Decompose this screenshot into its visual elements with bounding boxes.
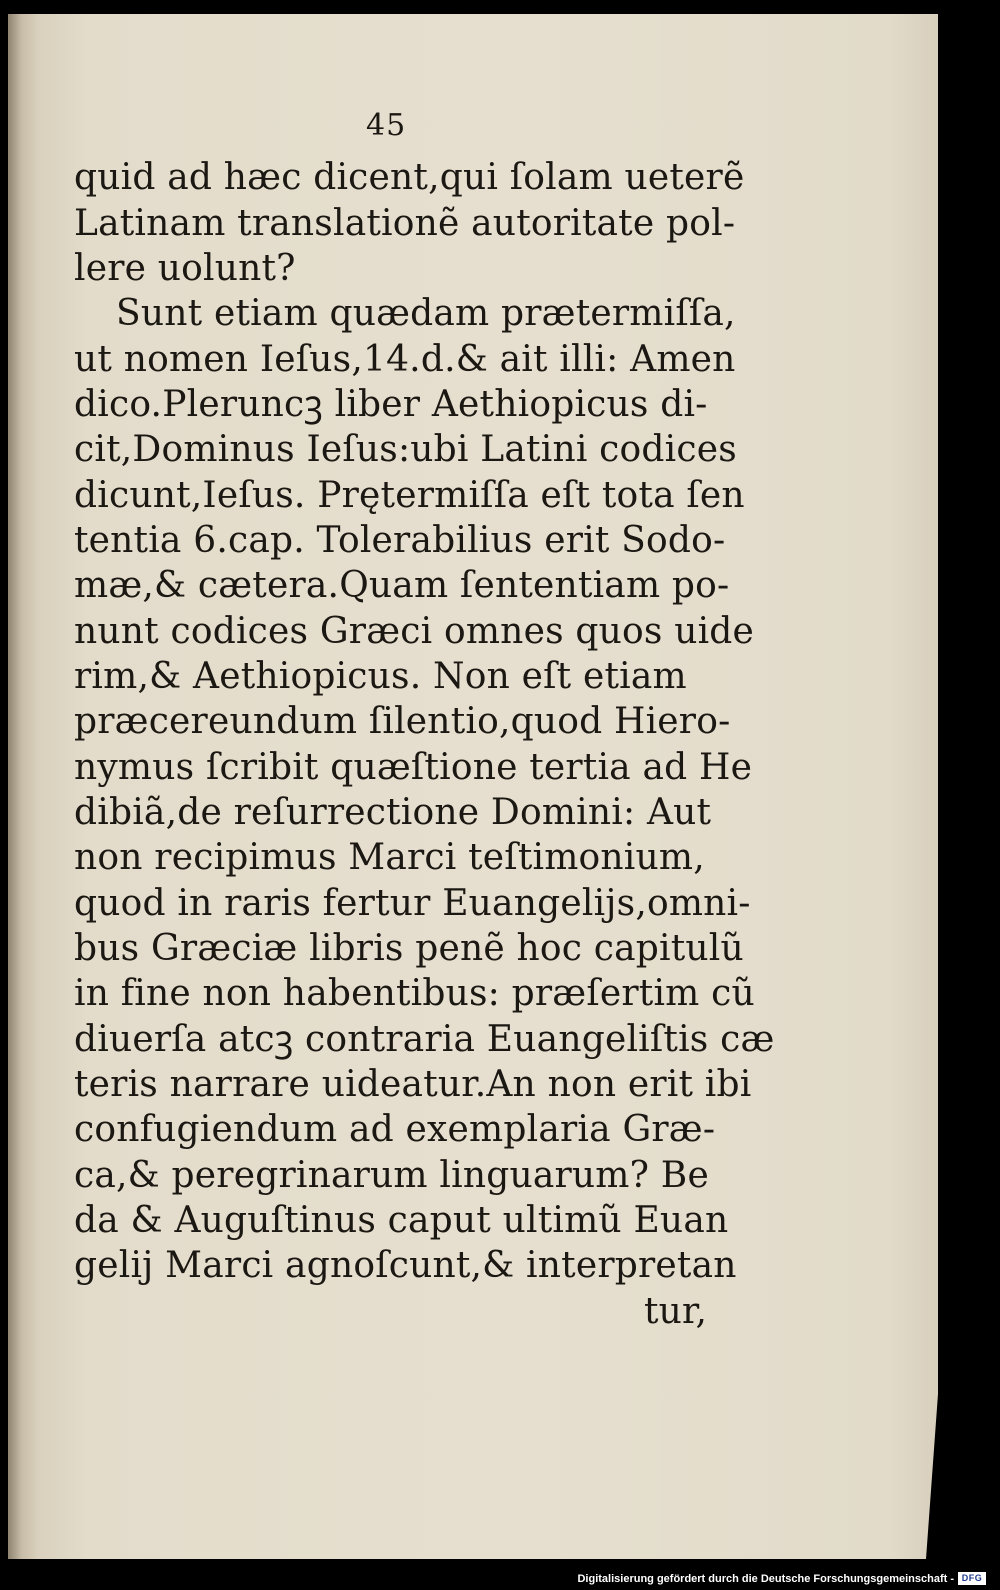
text-line: quid ad hæc dicent,qui ſolam ueterẽ	[74, 157, 745, 198]
text-line: da & Auguſtinus caput ultimũ Euan	[74, 1200, 729, 1241]
page-number: 45	[366, 108, 407, 143]
text-line: dico.Pleruncꝫ liber Aethiopicus di-	[74, 384, 708, 425]
text-line: dibiã,de reſurrectione Domini: Aut	[74, 792, 712, 833]
catchword: tur,	[644, 1291, 708, 1332]
text-line: ut nomen Ieſus,14.d.& ait illi: Amen	[74, 339, 736, 380]
text-line: bus Græciæ libris penẽ hoc capitulũ	[74, 928, 744, 969]
text-line: ca,& peregrinarum linguarum? Be	[74, 1155, 709, 1196]
text-line: lere uolunt?	[74, 248, 296, 289]
text-line: tentia 6.cap. Tolerabilius erit Sodo-	[74, 520, 726, 561]
text-line: non recipimus Marci teſtimonium,	[74, 837, 705, 878]
page-binding-edge	[8, 14, 22, 1559]
text-line: in fine non habentibus: præſertim cũ	[74, 973, 755, 1014]
text-line: rim,& Aethiopicus. Non eſt etiam	[74, 656, 687, 697]
footer-credit: Digitalisierung gefördert durch die Deutsche Forschungsgemeinschaft -	[577, 1573, 954, 1585]
text-line: nymus ſcribit quæſtione tertia ad He	[74, 747, 753, 788]
text-line: Sunt etiam quædam prætermiſſa,	[116, 293, 736, 334]
text-line: mæ,& cætera.Quam ſententiam po-	[74, 565, 730, 606]
text-line: præcereundum ſilentio,quod Hiero-	[74, 701, 731, 742]
text-line: cit,Dominus Ieſus:ubi Latini codices	[74, 429, 737, 470]
text-line: dicunt,Ieſus. Prętermiſſa eſt tota ſen	[74, 475, 745, 516]
text-line: diuerſa atcꝫ contraria Euangeliſtis cæ	[74, 1019, 775, 1060]
text-line: confugiendum ad exemplaria Græ-	[74, 1109, 716, 1150]
dfg-logo-icon: DFG	[958, 1572, 986, 1585]
text-line: Latinam translationẽ autoritate pol-	[74, 203, 736, 244]
text-line: nunt codices Græci omnes quos uide	[74, 611, 755, 652]
text-line: teris narrare uideatur.An non erit ibi	[74, 1064, 752, 1105]
text-line: gelij Marci agnoſcunt,& interpretan	[74, 1245, 737, 1286]
text-line: quod in raris fertur Euangelijs,omni-	[74, 883, 751, 924]
digitization-footer	[0, 1566, 1000, 1590]
